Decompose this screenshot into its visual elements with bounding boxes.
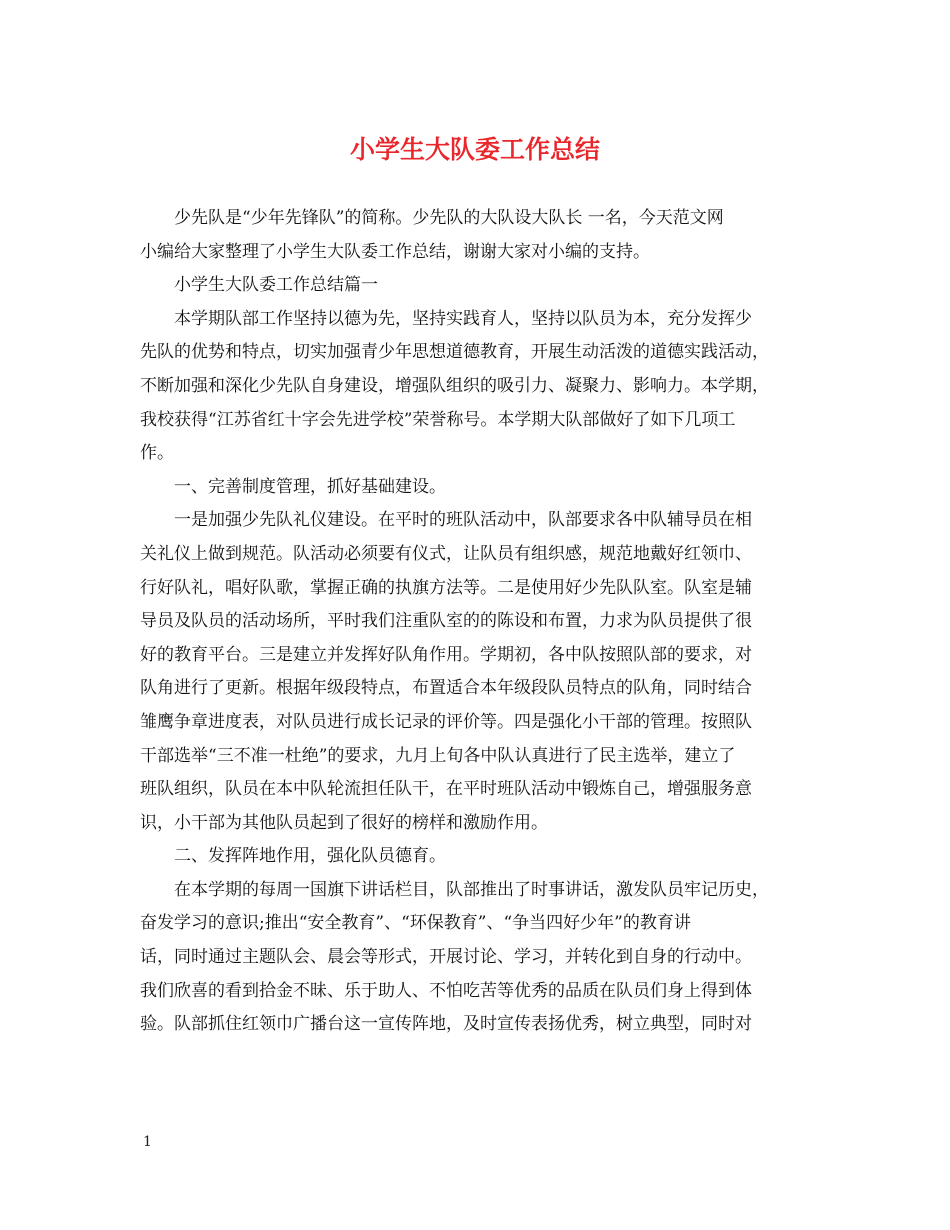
text-line: 话，同时通过主题队会、晨会等形式，开展讨论、学习，并转化到自身的行动中。 — [140, 947, 752, 968]
text-line: 在本学期的每周一国旗下讲话栏目，队部推出了时事讲话，激发队员牢记历史， — [174, 879, 769, 900]
text-line: 本学期队部工作坚持以德为先，坚持实践育人，坚持以队员为本，充分发挥少 — [174, 308, 752, 329]
document-title: 小学生大队委工作总结 — [349, 135, 600, 164]
text-line: 好的教育平台。三是建立并发挥好队角作用。学期初，各中队按照队部的要求，对 — [140, 644, 752, 665]
text-line: 班队组织，队员在本中队轮流担任队干，在平时班队活动中锻炼自己，增强服务意 — [140, 779, 752, 800]
text-line: 验。队部抓住红领巾广播台这一宣传阵地，及时宣传表扬优秀，树立典型，同时对 — [140, 1014, 752, 1035]
text-line: 干部选举“三不准一杜绝”的要求，九月上旬各中队认真进行了民主选举，建立了 — [140, 745, 736, 766]
text-line: 导员及队员的活动场所，平时我们注重队室的的陈设和布置，力求为队员提供了很 — [140, 611, 752, 632]
text-line: 二、发挥阵地作用，强化队员德育。 — [174, 846, 446, 867]
document-body — [140, 202, 820, 1042]
text-line: 关礼仪上做到规范。队活动必须要有仪式，让队员有组织感，规范地戴好红领巾、 — [140, 543, 752, 564]
text-line: 队角进行了更新。根据年级段特点，布置适合本年级段队员特点的队角，同时结合 — [140, 678, 752, 699]
text-line: 小编给大家整理了小学生大队委工作总结，谢谢大家对小编的支持。 — [140, 241, 650, 262]
text-line: 少先队是“少年先锋队”的简称。少先队的大队设大队长 一名，今天范文网 — [174, 208, 724, 228]
text-line: 行好队礼，唱好队歌，掌握正确的执旗方法等。二是使用好少先队队室。队室是辅 — [140, 577, 752, 598]
text-line: 作。 — [140, 443, 174, 464]
text-line: 一、完善制度管理，抓好基础建设。 — [174, 476, 446, 497]
text-line: 先队的优势和特点，切实加强青少年思想道德教育，开展生动活泼的道德实践活动， — [140, 342, 769, 363]
text-line: 不断加强和深化少先队自身建设，增强队组织的吸引力、凝聚力、影响力。本学期， — [140, 375, 769, 396]
text-line: 小学生大队委工作总结篇一 — [174, 275, 378, 296]
page-number: 1 — [143, 1134, 152, 1150]
text-line: 识，小干部为其他队员起到了很好的榜样和激励作用。 — [140, 812, 548, 833]
text-line: 奋发学习的意识;推出“安全教育”、“环保教育”、“争当四好少年”的教育讲 — [140, 913, 691, 934]
text-line: 雏鹰争章进度表，对队员进行成长记录的评价等。四是强化小干部的管理。按照队 — [140, 711, 752, 732]
text-line: 一是加强少先队礼仪建设。在平时的班队活动中，队部要求各中队辅导员在相 — [174, 510, 752, 531]
text-line: 我校获得“江苏省红十字会先进学校”荣誉称号。本学期大队部做好了如下几项工 — [140, 409, 736, 430]
text-line: 我们欣喜的看到拾金不昧、乐于助人、不怕吃苦等优秀的品质在队员们身上得到体 — [140, 980, 752, 1001]
